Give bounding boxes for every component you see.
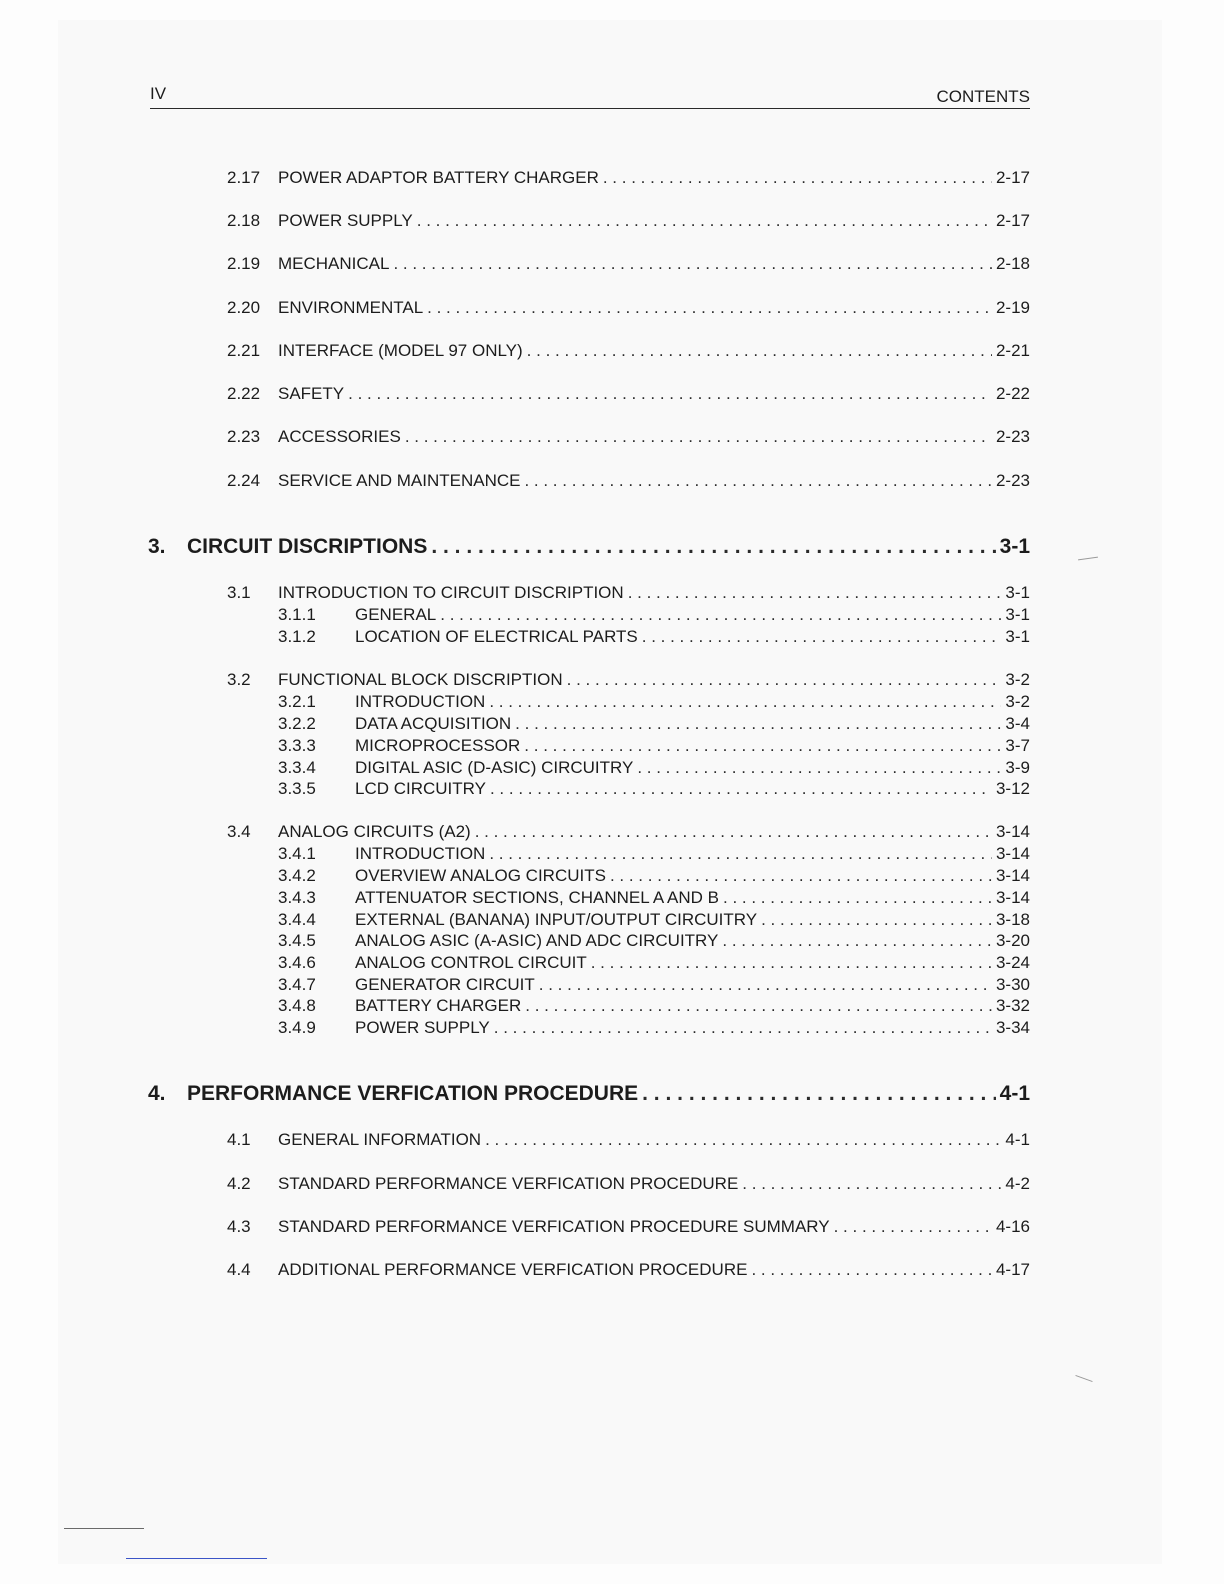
toc-subentry[interactable] [278, 975, 1030, 995]
toc-subentry[interactable] [278, 866, 1030, 886]
dot-leader [489, 844, 992, 864]
entry-number: 3.3.5 [278, 779, 316, 798]
dot-leader [834, 1217, 992, 1237]
entry-page: 2-21 [995, 341, 1030, 360]
dot-leader [431, 535, 995, 559]
entry-title: ENVIRONMENTAL [278, 298, 424, 317]
toc-subentry[interactable] [278, 605, 1030, 625]
toc-entry[interactable] [227, 427, 1030, 447]
toc-subentry[interactable] [278, 736, 1030, 756]
toc-entry[interactable] [227, 822, 1030, 842]
toc-subentry[interactable] [278, 844, 1030, 864]
dot-leader [405, 427, 992, 447]
page-header [150, 84, 1030, 109]
entry-number: 3.3.4 [278, 758, 316, 777]
toc-subentry[interactable] [278, 953, 1030, 973]
toc-subentry[interactable] [278, 1018, 1030, 1038]
entry-page: 3-7 [1005, 736, 1030, 755]
entry-page: 2-22 [995, 384, 1030, 403]
toc-entry[interactable] [227, 670, 1030, 690]
entry-number: 3.4.2 [278, 866, 316, 885]
entry-title: POWER SUPPLY [278, 211, 413, 230]
toc-subentry[interactable] [278, 931, 1030, 951]
entry-number: 3.4 [227, 822, 251, 841]
dot-leader [440, 605, 1001, 625]
toc-subentry[interactable] [278, 627, 1030, 647]
toc-entry[interactable] [227, 211, 1030, 231]
entry-page: 3-18 [995, 910, 1030, 929]
page-number: IV [150, 84, 167, 103]
dot-leader [393, 254, 992, 274]
toc-subentry[interactable] [278, 888, 1030, 908]
chapter-page: 3-1 [999, 535, 1030, 558]
toc-entry[interactable] [227, 1260, 1030, 1280]
entry-title: INTRODUCTION [355, 844, 486, 863]
toc-entry[interactable] [227, 471, 1030, 491]
dot-leader [642, 1082, 996, 1106]
entry-number: 3.4.4 [278, 910, 316, 929]
dot-leader [525, 996, 992, 1016]
entry-number: 3.2.1 [278, 692, 316, 711]
chapter-heading[interactable] [148, 535, 1030, 559]
dot-leader [524, 736, 1001, 756]
entry-title: STANDARD PERFORMANCE VERFICATION PROCEDURE [278, 1174, 739, 1193]
entry-page: 2-23 [995, 471, 1030, 490]
entry-page: 4-2 [1005, 1174, 1030, 1193]
entry-title: ACCESSORIES [278, 427, 401, 446]
toc-entry[interactable] [227, 1217, 1030, 1237]
entry-title: INTRODUCTION [355, 692, 486, 711]
dot-leader [475, 822, 992, 842]
entry-title: INTRODUCTION TO CIRCUIT DISCRIPTION [278, 583, 624, 602]
entry-title: STANDARD PERFORMANCE VERFICATION PROCEDURE SUMMARY [278, 1217, 830, 1236]
bottom-rule [126, 1558, 267, 1559]
entry-number: 4.1 [227, 1130, 251, 1149]
entry-page: 3-24 [995, 953, 1030, 972]
toc-subentry[interactable] [278, 758, 1030, 778]
entry-title: POWER ADAPTOR BATTERY CHARGER [278, 168, 599, 187]
entry-title: GENERAL INFORMATION [278, 1130, 482, 1149]
entry-page: 3-9 [1005, 758, 1030, 777]
entry-title: POWER SUPPLY [355, 1018, 490, 1037]
entry-number: 2.18 [227, 211, 261, 230]
entry-number: 3.4.8 [278, 996, 316, 1015]
toc-entry[interactable] [227, 254, 1030, 274]
entry-number: 3.1 [227, 583, 251, 602]
dot-leader [515, 714, 1001, 734]
toc-entry[interactable] [227, 298, 1030, 318]
entry-title: SERVICE AND MAINTENANCE [278, 471, 521, 490]
toc-subentry[interactable] [278, 910, 1030, 930]
dot-leader [642, 627, 1002, 647]
toc-subentry[interactable] [278, 996, 1030, 1016]
dot-leader [427, 298, 992, 318]
dot-leader [567, 670, 1002, 690]
dot-leader [751, 1260, 992, 1280]
entry-page: 2-18 [995, 254, 1030, 273]
entry-number: 4.3 [227, 1217, 251, 1236]
entry-number: 3.4.9 [278, 1018, 316, 1037]
entry-number: 3.1.1 [278, 605, 316, 624]
entry-page: 2-17 [995, 211, 1030, 230]
entry-number: 3.4.3 [278, 888, 316, 907]
entry-number: 2.19 [227, 254, 261, 273]
dot-leader [539, 975, 992, 995]
dot-leader [527, 341, 992, 361]
entry-number: 2.21 [227, 341, 261, 360]
entry-number: 2.24 [227, 471, 261, 490]
entry-page: 3-14 [995, 844, 1030, 863]
toc-subentry[interactable] [278, 692, 1030, 712]
entry-title: GENERATOR CIRCUIT [355, 975, 535, 994]
chapter-heading[interactable] [148, 1082, 1030, 1106]
entry-title: LOCATION OF ELECTRICAL PARTS [355, 627, 638, 646]
scan-mark [64, 1528, 144, 1529]
toc-entry[interactable] [227, 341, 1030, 361]
chapter-page: 4-1 [999, 1082, 1030, 1105]
entry-title: DATA ACQUISITION [355, 714, 512, 733]
entry-page: 3-2 [1005, 670, 1030, 689]
chapter-number: 3. [148, 535, 166, 558]
entry-title: FUNCTIONAL BLOCK DISCRIPTION [278, 670, 563, 689]
entry-number: 4.4 [227, 1260, 251, 1279]
toc-entry[interactable] [227, 168, 1030, 188]
dot-leader [722, 931, 992, 951]
dot-leader [723, 888, 992, 908]
entry-title: ADDITIONAL PERFORMANCE VERFICATION PROCEDURE [278, 1260, 748, 1279]
chapter-title: CIRCUIT DISCRIPTIONS [187, 535, 428, 558]
entry-title: ANALOG CONTROL CIRCUIT [355, 953, 587, 972]
dot-leader [637, 758, 1001, 778]
toc-subentry[interactable] [278, 714, 1030, 734]
entry-title: ANALOG CIRCUITS (A2) [278, 822, 471, 841]
entry-page: 3-14 [995, 822, 1030, 841]
entry-title: LCD CIRCUITRY [355, 779, 486, 798]
entry-title: OVERVIEW ANALOG CIRCUITS [355, 866, 606, 885]
entry-title: EXTERNAL (BANANA) INPUT/OUTPUT CIRCUITRY [355, 910, 758, 929]
entry-number: 3.2.2 [278, 714, 316, 733]
toc-entry[interactable] [227, 1174, 1030, 1194]
entry-title: DIGITAL ASIC (D-ASIC) CIRCUITRY [355, 758, 634, 777]
entry-page: 3-4 [1005, 714, 1030, 733]
entry-number: 3.4.5 [278, 931, 316, 950]
entry-page: 4-16 [995, 1217, 1030, 1236]
toc-entry[interactable] [227, 384, 1030, 404]
dot-leader [742, 1174, 1001, 1194]
dot-leader [591, 953, 992, 973]
dot-leader [494, 1018, 992, 1038]
entry-page: 2-19 [995, 298, 1030, 317]
entry-title: BATTERY CHARGER [355, 996, 522, 1015]
dot-leader [489, 692, 1001, 712]
entry-number: 2.20 [227, 298, 261, 317]
entry-page: 3-34 [995, 1018, 1030, 1037]
entry-number: 3.4.7 [278, 975, 316, 994]
entry-page: 3-12 [995, 779, 1030, 798]
entry-page: 3-14 [995, 888, 1030, 907]
entry-page: 3-1 [1005, 627, 1030, 646]
entry-title: GENERAL [355, 605, 437, 624]
chapter-number: 4. [148, 1082, 166, 1105]
dot-leader [761, 910, 992, 930]
dot-leader [417, 211, 992, 231]
toc-entry[interactable] [227, 1130, 1030, 1150]
entry-page: 3-1 [1005, 583, 1030, 602]
entry-page: 2-23 [995, 427, 1030, 446]
entry-page: 3-20 [995, 931, 1030, 950]
dot-leader [603, 168, 992, 188]
toc-entry[interactable] [227, 583, 1030, 603]
entry-page: 3-30 [995, 975, 1030, 994]
entry-page: 3-32 [995, 996, 1030, 1015]
entry-number: 3.1.2 [278, 627, 316, 646]
entry-number: 2.17 [227, 168, 261, 187]
chapter-title: PERFORMANCE VERFICATION PROCEDURE [187, 1082, 639, 1105]
header-title: CONTENTS [936, 87, 1030, 106]
entry-number: 3.4.6 [278, 953, 316, 972]
dot-leader [490, 779, 992, 799]
dot-leader [524, 471, 992, 491]
dot-leader [485, 1130, 1001, 1150]
entry-number: 2.23 [227, 427, 261, 446]
entry-title: MECHANICAL [278, 254, 390, 273]
entry-page: 2-17 [995, 168, 1030, 187]
entry-title: INTERFACE (MODEL 97 ONLY) [278, 341, 523, 360]
entry-number: 3.2 [227, 670, 251, 689]
dot-leader [348, 384, 992, 404]
entry-title: ATTENUATOR SECTIONS, CHANNEL A AND B [355, 888, 719, 907]
toc-subentry[interactable] [278, 779, 1030, 799]
entry-page: 3-2 [1005, 692, 1030, 711]
entry-number: 4.2 [227, 1174, 251, 1193]
dot-leader [628, 583, 1002, 603]
entry-title: ANALOG ASIC (A-ASIC) AND ADC CIRCUITRY [355, 931, 719, 950]
dot-leader [610, 866, 992, 886]
entry-number: 3.4.1 [278, 844, 316, 863]
entry-page: 3-1 [1005, 605, 1030, 624]
entry-page: 3-14 [995, 866, 1030, 885]
entry-page: 4-17 [995, 1260, 1030, 1279]
entry-number: 2.22 [227, 384, 261, 403]
entry-title: SAFETY [278, 384, 345, 403]
entry-number: 3.3.3 [278, 736, 316, 755]
entry-page: 4-1 [1005, 1130, 1030, 1149]
entry-title: MICROPROCESSOR [355, 736, 521, 755]
